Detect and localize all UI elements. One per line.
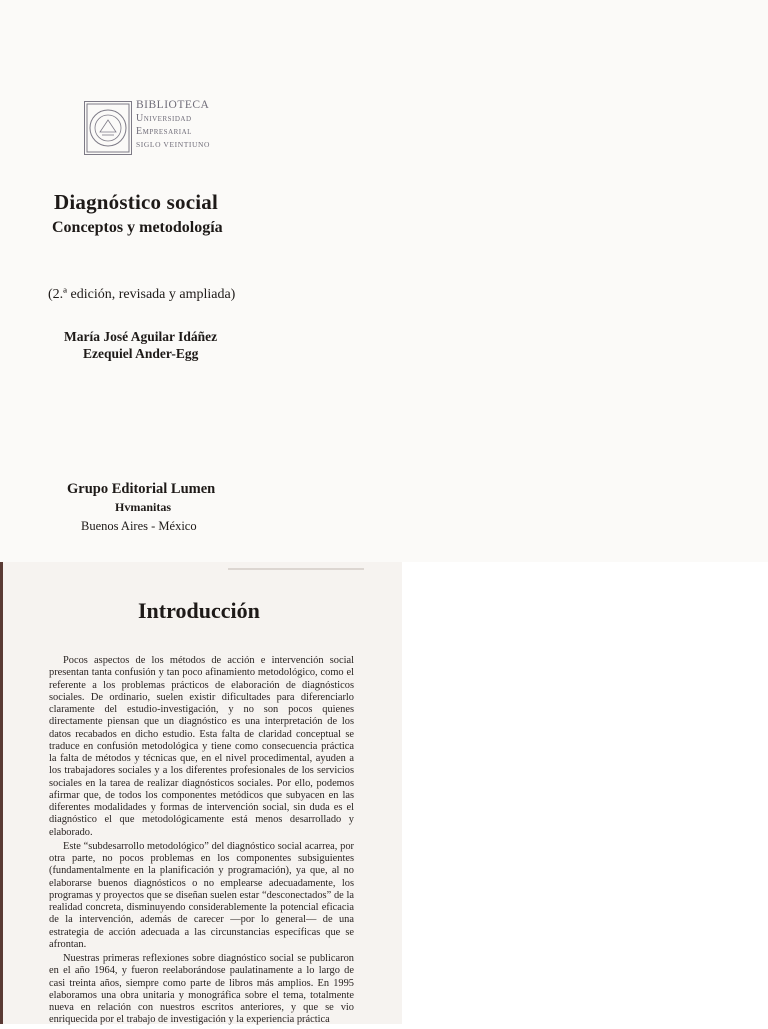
paragraph: Pocos aspectos de los métodos de acción e intervención social presentan tanta confusión y tan poco afinamiento metodológico, como el referente a los problemas prácticos de elaboración de diagnósticos sociales. De ordinario, suelen existir dificultades para diferenciarlo claramente del estudio-investigación, y no son pocos quienes directamente piensan que un diagnóstico es una interpretación de los datos recabados en dicho estudio. Esta falta de claridad conceptual se traduce en confusión metodológica y tiene como consecuencia práctica la falta de métodos y técnicas que, en el nivel procedimental, ayuden a los trabajadores sociales y a los diferentes profesionales de los servicios sociales en la tarea de realizar diagnósticos sociales. Por ello, podemos afirmar que, de todos los componentes metódicos que subyacen en las diferentes modalidades y formas de intervención social, sin duda es el diagnóstico el que metodológicamente está menos desarrollado y elaborado. (49, 655, 354, 838)
introduction-body (49, 655, 354, 1029)
publisher-cities: Buenos Aires - México (81, 519, 197, 533)
stamp-line-4: SIGLO VEINTIUNO (136, 140, 211, 149)
paragraph: Nuestras primeras reflexiones sobre diagnóstico social se publicaron en el año 1964, y fueron reelaborándose paulatinamente a lo largo de casi treinta años, siempre como parte de libros más amplios. En 1995 elaboramos una obra unitaria y monográfica sobre el tema, totalmente nueva en relación con nuestros escritos anteriores, y que se vio enriquecida por el trabajo de investigación y la experiencia práctica (49, 953, 354, 1026)
publisher-name: Grupo Editorial Lumen (67, 481, 216, 497)
library-stamp (84, 99, 216, 155)
introduction-heading: Introducción (138, 598, 260, 623)
edition-note: (2.ª edición, revisada y ampliada) (48, 287, 236, 302)
stamp-line-1: BIBLIOTECA (136, 99, 210, 111)
university-seal-icon (84, 101, 132, 155)
book-title: Diagnóstico social (54, 190, 219, 214)
imprint-name: Hvmanitas (115, 500, 172, 514)
page-edge-divider (0, 562, 3, 1024)
stamp-line-2: Universidad (136, 113, 192, 124)
author-name: Ezequiel Ander-Egg (83, 346, 199, 361)
stamp-line-3: Empresarial (136, 126, 192, 137)
author-name: María José Aguilar Idáñez (64, 329, 218, 344)
book-subtitle: Conceptos y metodología (52, 219, 223, 236)
running-header-rule (228, 568, 364, 570)
stamp-text (136, 99, 210, 151)
paragraph: Este “subdesarrollo metodológico” del diagnóstico social acarrea, por otra parte, no pocos problemas en los componentes subsiguientes (fundamentalmente en la planificación y programación), ya que, al no elaborarse buenos diagnósticos o no emplearse adecuadamente, los programas y proyectos que se diseñan suelen estar “desconectados” de la realidad concreta, disminuyendo considerablemente la potencial eficacia de la intervención, además de carecer —por lo general— de una estrategia de acción adecuada a las circunstancias específicas que se afrontan. (49, 840, 354, 950)
